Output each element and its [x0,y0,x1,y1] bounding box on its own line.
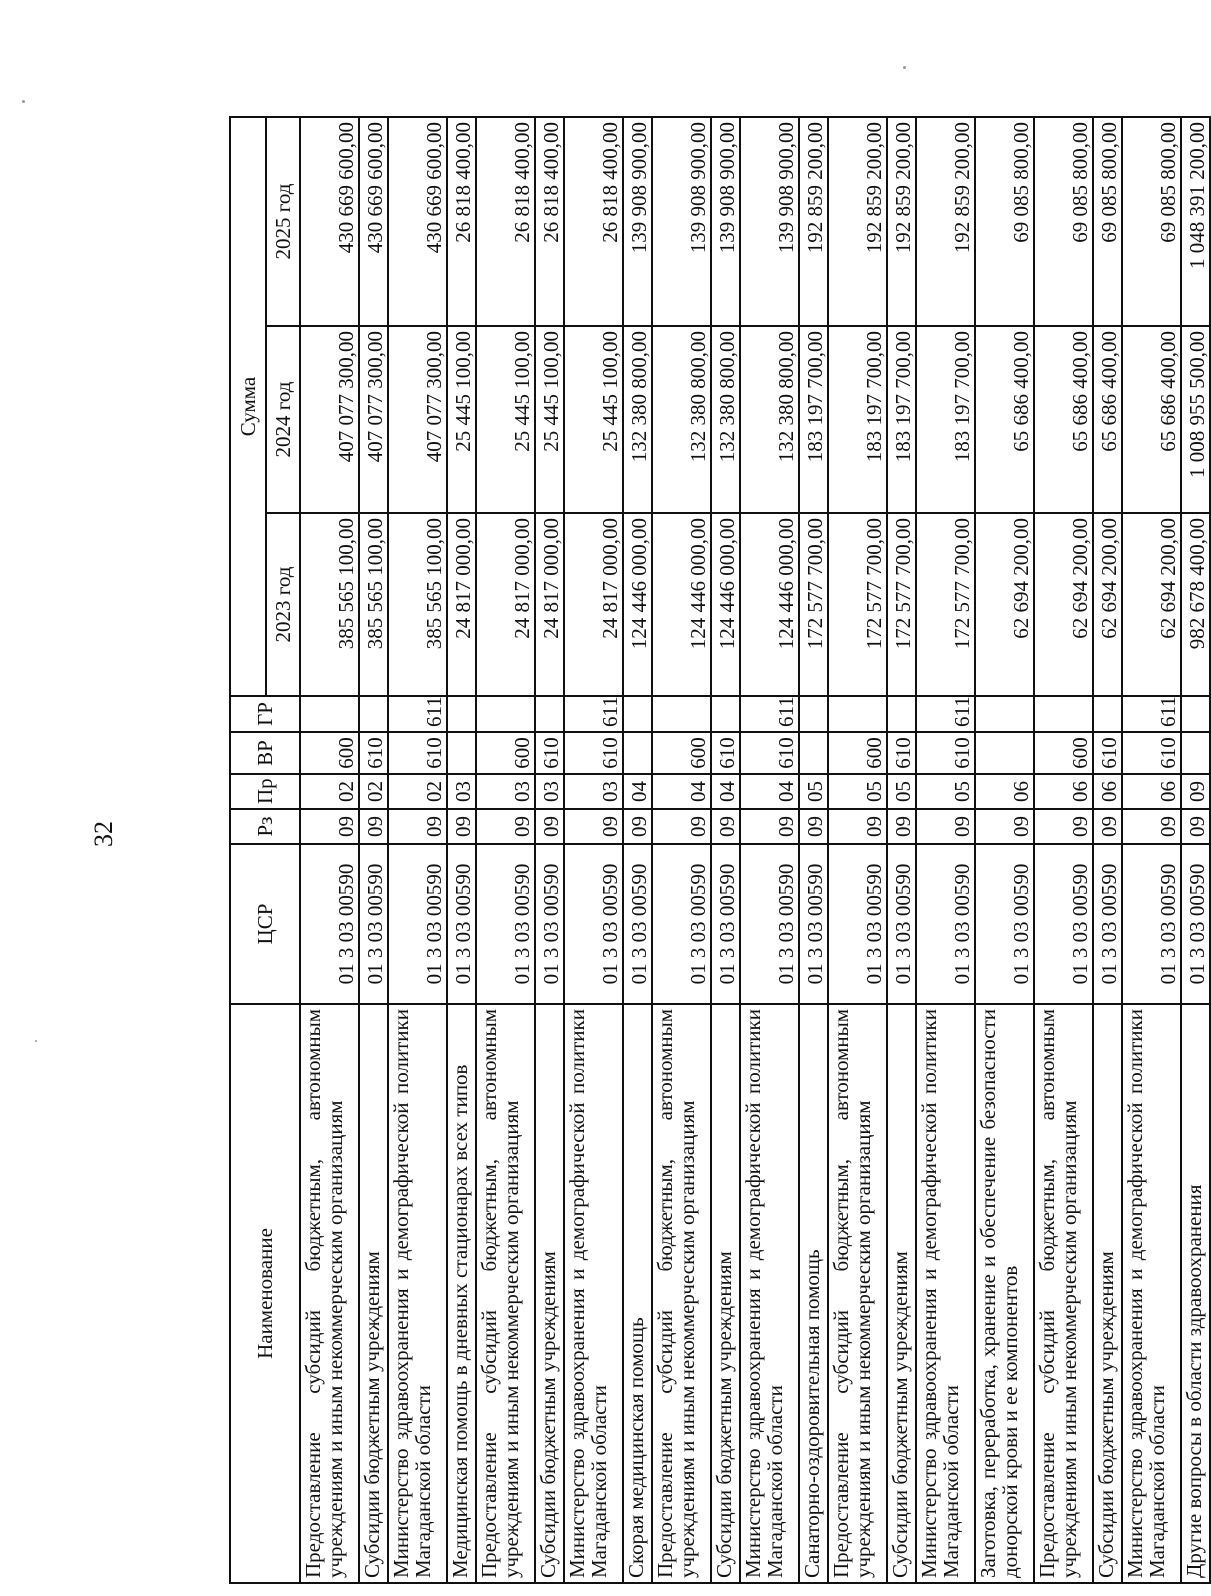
cell-rz: 09 [1093,809,1122,844]
cell-y2023: 385 565 100,00 [300,513,359,696]
cell-y2025: 192 859 200,00 [916,117,975,326]
cell-csr: 01 3 03 00590 [564,844,623,1004]
cell-y2023: 982 678 400,00 [1181,513,1210,696]
cell-y2025: 430 669 600,00 [359,117,388,326]
cell-pr: 03 [535,774,564,809]
cell-y2025: 192 859 200,00 [828,117,887,326]
cell-vr: 600 [652,732,711,774]
cell-vr [799,732,828,774]
cell-pr: 06 [1122,774,1181,809]
cell-gr [359,696,388,732]
cell-rz: 09 [447,809,476,844]
cell-rz: 09 [887,809,916,844]
table-row [975,117,1034,1583]
cell-rz: 09 [476,809,535,844]
cell-csr: 01 3 03 00590 [447,844,476,1004]
cell-gr: 611 [564,696,623,732]
cell-y2025: 430 669 600,00 [300,117,359,326]
cell-name: Предоставление субсидий бюджетным, автономным учреждениям и иным некоммерческим организациям [652,1004,711,1583]
table-row [623,117,652,1583]
col-header-2023: 2023 год [266,513,300,696]
cell-csr: 01 3 03 00590 [740,844,799,1004]
cell-pr: 04 [623,774,652,809]
cell-y2025: 26 818 400,00 [476,117,535,326]
cell-y2023: 385 565 100,00 [388,513,447,696]
cell-gr: 611 [740,696,799,732]
cell-name: Заготовка, переработка, хранение и обеспечение безопасности донорской крови и ее компонентов [975,1004,1034,1583]
cell-gr [300,696,359,732]
cell-y2023: 62 694 200,00 [1122,513,1181,696]
cell-y2025: 26 818 400,00 [564,117,623,326]
cell-gr [652,696,711,732]
col-header-vr: ВР [230,732,300,774]
cell-y2024: 132 380 800,00 [652,326,711,513]
cell-y2024: 407 077 300,00 [359,326,388,513]
cell-y2023: 62 694 200,00 [1093,513,1122,696]
cell-csr: 01 3 03 00590 [623,844,652,1004]
cell-name: Субсидии бюджетным учреждениям [711,1004,740,1583]
cell-pr: 06 [1093,774,1122,809]
cell-vr [1181,732,1210,774]
cell-y2024: 132 380 800,00 [623,326,652,513]
cell-vr [975,732,1034,774]
cell-csr: 01 3 03 00590 [1122,844,1181,1004]
table-row [887,117,916,1583]
cell-y2023: 172 577 700,00 [828,513,887,696]
cell-rz: 09 [740,809,799,844]
cell-pr: 03 [447,774,476,809]
table-row [799,117,828,1583]
scan-speck [35,1040,37,1042]
cell-name: Министерство здравоохранения и демографической политики Магаданской области [564,1004,623,1583]
cell-vr: 610 [887,732,916,774]
cell-y2024: 183 197 700,00 [887,326,916,513]
cell-csr: 01 3 03 00590 [975,844,1034,1004]
cell-pr: 05 [828,774,887,809]
cell-pr: 05 [799,774,828,809]
cell-pr: 04 [740,774,799,809]
cell-y2023: 172 577 700,00 [916,513,975,696]
cell-rz: 09 [388,809,447,844]
cell-rz: 09 [975,809,1034,844]
cell-vr: 610 [535,732,564,774]
table-row [1093,117,1122,1583]
cell-pr: 04 [652,774,711,809]
cell-name: Субсидии бюджетным учреждениям [359,1004,388,1583]
cell-rz: 09 [1034,809,1093,844]
cell-rz: 09 [652,809,711,844]
table-row [1181,117,1210,1583]
cell-rz: 09 [564,809,623,844]
rotated-table-wrapper [229,118,1209,1584]
table-row [447,117,476,1583]
cell-y2023: 24 817 000,00 [564,513,623,696]
cell-vr: 600 [1034,732,1093,774]
cell-csr: 01 3 03 00590 [799,844,828,1004]
cell-y2024: 65 686 400,00 [1034,326,1093,513]
col-header-rz: Рз [230,809,300,844]
cell-y2024: 407 077 300,00 [300,326,359,513]
cell-name: Предоставление субсидий бюджетным, автономным учреждениям и иным некоммерческим организациям [300,1004,359,1583]
cell-csr: 01 3 03 00590 [828,844,887,1004]
cell-y2023: 24 817 000,00 [535,513,564,696]
cell-y2025: 139 908 900,00 [711,117,740,326]
cell-gr: 611 [1122,696,1181,732]
table-row [1122,117,1181,1583]
cell-gr: 611 [916,696,975,732]
cell-y2025: 69 085 800,00 [1034,117,1093,326]
cell-y2024: 183 197 700,00 [916,326,975,513]
cell-gr [1093,696,1122,732]
page-number: 32 [89,821,118,847]
table-row [476,117,535,1583]
scan-speck [903,66,906,69]
cell-pr: 03 [476,774,535,809]
cell-pr: 02 [359,774,388,809]
table-body [300,117,1210,1583]
cell-y2025: 192 859 200,00 [799,117,828,326]
cell-name: Предоставление субсидий бюджетным, автономным учреждениям и иным некоммерческим организациям [476,1004,535,1583]
cell-y2023: 24 817 000,00 [476,513,535,696]
cell-pr: 06 [1034,774,1093,809]
cell-y2025: 26 818 400,00 [535,117,564,326]
col-header-2024: 2024 год [266,326,300,513]
cell-name: Скорая медицинская помощь [623,1004,652,1583]
table-row [564,117,623,1583]
cell-csr: 01 3 03 00590 [1034,844,1093,1004]
cell-name: Предоставление субсидий бюджетным, автономным учреждениям и иным некоммерческим организациям [828,1004,887,1583]
cell-pr: 09 [1181,774,1210,809]
cell-rz: 09 [1122,809,1181,844]
table-row [359,117,388,1583]
cell-gr [887,696,916,732]
cell-name: Медицинская помощь в дневных стационарах всех типов [447,1004,476,1583]
cell-y2025: 69 085 800,00 [1122,117,1181,326]
table-row [652,117,711,1583]
cell-name: Предоставление субсидий бюджетным, автономным учреждениям и иным некоммерческим организациям [1034,1004,1093,1583]
cell-gr [1034,696,1093,732]
cell-vr: 600 [828,732,887,774]
cell-y2023: 62 694 200,00 [1034,513,1093,696]
cell-name: Субсидии бюджетным учреждениям [887,1004,916,1583]
cell-rz: 09 [916,809,975,844]
cell-csr: 01 3 03 00590 [1093,844,1122,1004]
cell-csr: 01 3 03 00590 [916,844,975,1004]
cell-name: Субсидии бюджетным учреждениям [1093,1004,1122,1583]
cell-vr: 600 [476,732,535,774]
cell-y2025: 69 085 800,00 [975,117,1034,326]
cell-pr: 06 [975,774,1034,809]
cell-name: Министерство здравоохранения и демографической политики Магаданской области [740,1004,799,1583]
col-header-sum: Сумма [230,117,266,696]
cell-vr: 610 [916,732,975,774]
cell-y2023: 62 694 200,00 [975,513,1034,696]
cell-y2024: 407 077 300,00 [388,326,447,513]
cell-y2025: 139 908 900,00 [740,117,799,326]
cell-gr [975,696,1034,732]
cell-y2025: 26 818 400,00 [447,117,476,326]
cell-csr: 01 3 03 00590 [652,844,711,1004]
cell-y2023: 124 446 000,00 [652,513,711,696]
cell-gr: 611 [388,696,447,732]
cell-pr: 03 [564,774,623,809]
table-row [711,117,740,1583]
cell-name: Министерство здравоохранения и демографической политики Магаданской области [916,1004,975,1583]
cell-gr [447,696,476,732]
table-row [828,117,887,1583]
cell-y2025: 192 859 200,00 [887,117,916,326]
cell-csr: 01 3 03 00590 [535,844,564,1004]
cell-csr: 01 3 03 00590 [300,844,359,1004]
col-header-pr: Пр [230,774,300,809]
cell-pr: 02 [388,774,447,809]
cell-pr: 05 [916,774,975,809]
cell-y2024: 65 686 400,00 [1093,326,1122,513]
cell-pr: 02 [300,774,359,809]
cell-y2023: 124 446 000,00 [740,513,799,696]
cell-y2024: 25 445 100,00 [476,326,535,513]
cell-y2024: 25 445 100,00 [447,326,476,513]
cell-y2024: 183 197 700,00 [799,326,828,513]
cell-y2023: 172 577 700,00 [799,513,828,696]
col-header-name: Наименование [230,1004,300,1583]
cell-rz: 09 [300,809,359,844]
cell-pr: 05 [887,774,916,809]
cell-rz: 09 [711,809,740,844]
cell-y2025: 139 908 900,00 [652,117,711,326]
cell-y2023: 24 817 000,00 [447,513,476,696]
cell-csr: 01 3 03 00590 [359,844,388,1004]
cell-csr: 01 3 03 00590 [1181,844,1210,1004]
col-header-gr: ГР [230,696,300,732]
cell-gr [623,696,652,732]
cell-rz: 09 [1181,809,1210,844]
cell-y2023: 385 565 100,00 [359,513,388,696]
cell-vr: 610 [564,732,623,774]
table-row [388,117,447,1583]
cell-y2024: 25 445 100,00 [535,326,564,513]
cell-y2024: 132 380 800,00 [711,326,740,513]
cell-vr [623,732,652,774]
cell-y2024: 65 686 400,00 [975,326,1034,513]
table-header [230,117,300,1583]
cell-vr [447,732,476,774]
cell-name: Субсидии бюджетным учреждениям [535,1004,564,1583]
header-row [230,117,266,1583]
table-row [1034,117,1093,1583]
table-row [300,117,359,1583]
cell-y2023: 124 446 000,00 [711,513,740,696]
cell-vr: 610 [711,732,740,774]
cell-csr: 01 3 03 00590 [476,844,535,1004]
scan-speck [22,100,25,103]
cell-vr: 610 [740,732,799,774]
cell-gr [476,696,535,732]
cell-rz: 09 [799,809,828,844]
cell-y2025: 1 048 391 200,00 [1181,117,1210,326]
table-row [916,117,975,1583]
cell-vr: 610 [359,732,388,774]
table-row [740,117,799,1583]
col-header-csr: ЦСР [230,844,300,1004]
budget-table [229,116,1211,1584]
cell-y2024: 25 445 100,00 [564,326,623,513]
cell-pr: 04 [711,774,740,809]
cell-y2025: 430 669 600,00 [388,117,447,326]
cell-name: Другие вопросы в области здравоохранения [1181,1004,1210,1583]
col-header-2025: 2025 год [266,117,300,326]
cell-y2025: 139 908 900,00 [623,117,652,326]
cell-vr: 610 [388,732,447,774]
cell-name: Министерство здравоохранения и демографической политики Магаданской области [388,1004,447,1583]
cell-y2023: 172 577 700,00 [887,513,916,696]
cell-gr [828,696,887,732]
cell-y2023: 124 446 000,00 [623,513,652,696]
cell-y2024: 132 380 800,00 [740,326,799,513]
cell-y2024: 65 686 400,00 [1122,326,1181,513]
cell-rz: 09 [359,809,388,844]
cell-gr [535,696,564,732]
cell-y2024: 1 008 955 500,00 [1181,326,1210,513]
table-row [535,117,564,1583]
cell-gr [799,696,828,732]
cell-vr: 600 [300,732,359,774]
cell-vr: 610 [1122,732,1181,774]
cell-name: Санаторно-оздоровительная помощь [799,1004,828,1583]
cell-gr [711,696,740,732]
cell-name: Министерство здравоохранения и демографической политики Магаданской области [1122,1004,1181,1583]
cell-gr [1181,696,1210,732]
cell-csr: 01 3 03 00590 [711,844,740,1004]
cell-y2025: 69 085 800,00 [1093,117,1122,326]
cell-csr: 01 3 03 00590 [887,844,916,1004]
cell-csr: 01 3 03 00590 [388,844,447,1004]
cell-rz: 09 [623,809,652,844]
cell-rz: 09 [828,809,887,844]
cell-rz: 09 [535,809,564,844]
cell-y2024: 183 197 700,00 [828,326,887,513]
cell-vr: 610 [1093,732,1122,774]
